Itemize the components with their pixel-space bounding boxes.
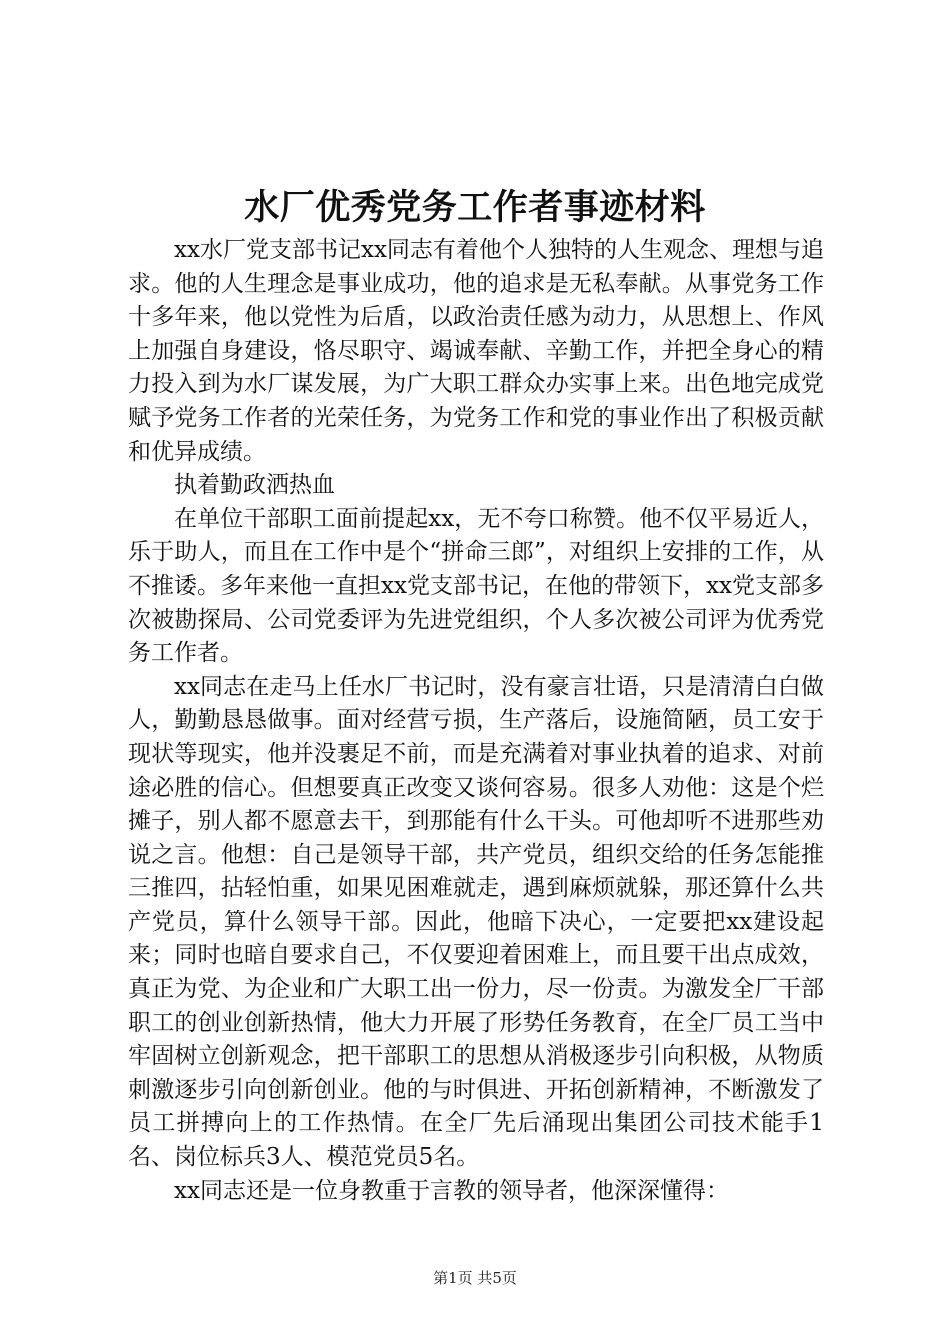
body-paragraph: xx同志在走马上任水厂书记时，没有豪言壮语，只是清清白白做人，勤勤恳恳做事。面对经营亏损，生产落后，设施简陋，员工安于现状等现实，他并没裹足不前，而是充满着对事业执着的追求、对前途必胜的信心。但想要真正改变又谈何容易。很多人劝他：这是个烂摊子，别人都不愿意去干，到那能有什么干头。可他却听不进那些劝说之言。他想：自己是领导干部，共产党员，组织交给的任务怎能推三推四，拈轻怕重，如果见困难就走，遇到麻烦就躲，那还算什么共产党员，算什么领导干部。因此，他暗下决心，一定要把xx建设起来；同时也暗自要求自己，不仅要迎着困难上，而且要干出点成效，真正为党、为企业和广大职工出一份力，尽一份责。为激发全厂干部职工的创业创新热情，他大力开展了形势任务教育，在全厂员工当中牢固树立创新观念，把干部职工的思想从消极逐步引向积极，从物质刺激逐步引向创新创业。他的与时俱进、开拓创新精神，不断激发了员工拼搏向上的工作热情。在全厂先后涌现出集团公司技术能手1名、岗位标兵3人、模范党员5名。 — [128, 673, 824, 1171]
intro-paragraph: xx水厂党支部书记xx同志有着他个人独特的人生观念、理想与追求。他的人生理念是事业成功，他的追求是无私奉献。从事党务工作十多年来，他以党性为后盾，以政治责任感为动力，从思想上、作风上加强自身建设，恪尽职守、竭诚奉献、辛勤工作，并把全身心的精力投入到为水厂谋发展，为广大职工群众办实事上来。出色地完成党赋予党务工作者的光荣任务，为党务工作和党的事业作出了积极贡献和优异成绩。 — [128, 237, 824, 465]
document-title: 水厂优秀党务工作者事迹材料 — [244, 187, 706, 228]
section-heading: 执着勤政洒热血 — [174, 472, 335, 499]
page-number-footer: 第1页 共5页 — [433, 1269, 517, 1287]
body-paragraph: 在单位干部职工面前提起xx，无不夸口称赞。他不仅平易近人，乐于助人，而且在工作中是个“拼命三郎”，对组织上安排的工作，从不推诿。多年来他一直担xx党支部书记，在他的带领下，xx党支部多次被勘探局、公司党委评为先进党组织，个人多次被公司评为优秀党务工作者。 — [128, 505, 824, 667]
document-body — [128, 234, 824, 1208]
body-paragraph: xx同志还是一位身教重于言教的领导者，他深深懂得： — [174, 1177, 729, 1204]
